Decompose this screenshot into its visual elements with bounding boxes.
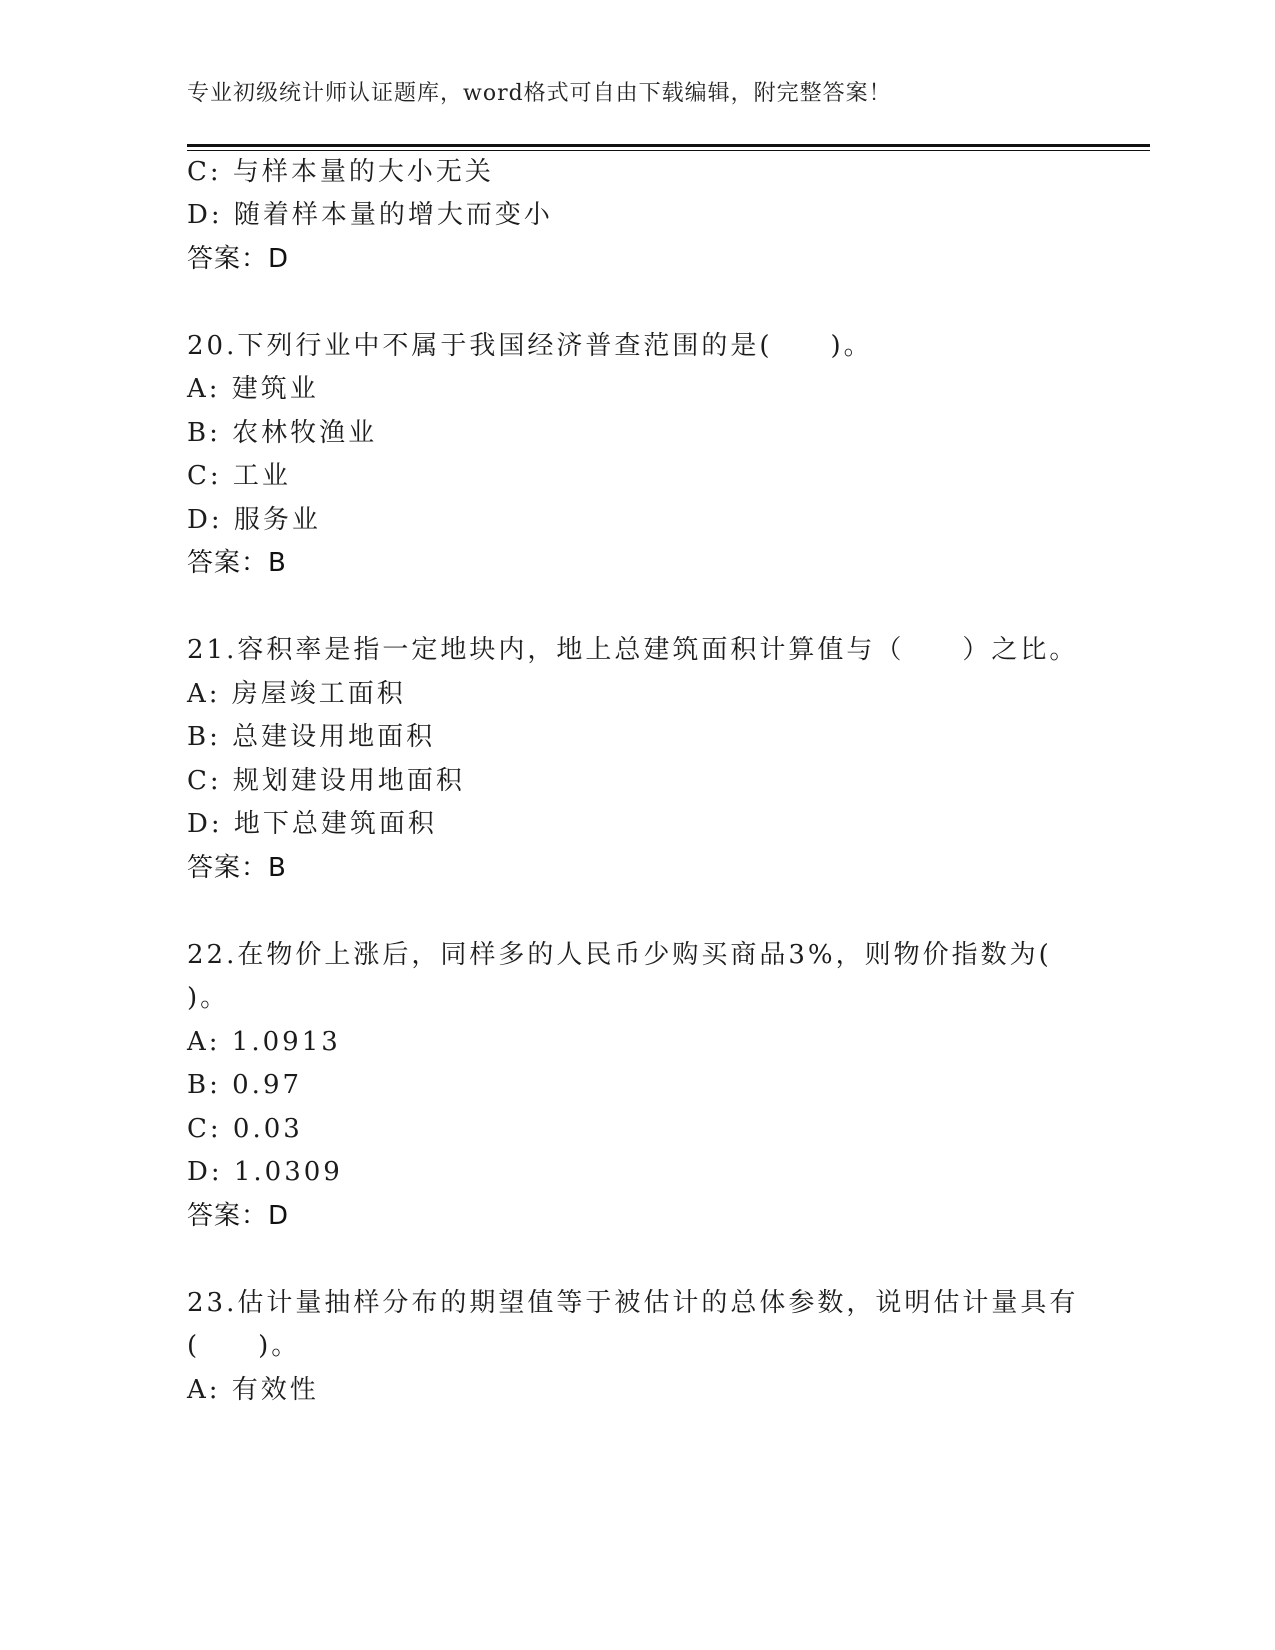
question-21-answer: 答案：B (187, 853, 287, 883)
question-20-answer: 答案：B (187, 548, 287, 578)
question-23-stem-line2: ( )。 (187, 1331, 301, 1361)
page-header: 专业初级统计师认证题库，word格式可自由下载编辑，附完整答案！ (187, 81, 892, 106)
answer-prev: 答案：D (187, 244, 290, 274)
question-22-option-b: B: 0.97 (187, 1070, 303, 1100)
question-23-stem-line1: 23.估计量抽样分布的期望值等于被估计的总体参数，说明估计量具有 (187, 1288, 1079, 1318)
question-20-stem: 20.下列行业中不属于我国经济普查范围的是( )。 (187, 331, 873, 361)
question-20-option-d: D: 服务业 (187, 505, 321, 535)
question-22-answer: 答案：D (187, 1201, 290, 1231)
header-rule-thick (187, 144, 1150, 147)
question-21-option-a: A: 房屋竣工面积 (187, 679, 406, 709)
question-22-stem-line1: 22.在物价上涨后，同样多的人民币少购买商品3%，则物价指数为( (187, 940, 1052, 970)
question-21-stem: 21.容积率是指一定地块内，地上总建筑面积计算值与（ ）之比。 (187, 635, 1079, 665)
question-23-option-a: A: 有效性 (187, 1375, 319, 1405)
question-21-option-b: B: 总建设用地面积 (187, 722, 436, 752)
header-rule-thin (187, 150, 1150, 151)
question-21-option-c: C: 规划建设用地面积 (187, 766, 465, 796)
question-20-option-c: C: 工业 (187, 461, 291, 491)
option-d-prev: D: 随着样本量的增大而变小 (187, 200, 553, 230)
question-22-option-c: C: 0.03 (187, 1114, 303, 1144)
question-20-option-b: B: 农林牧渔业 (187, 418, 378, 448)
question-22-option-a: A: 1.0913 (187, 1027, 341, 1057)
question-22-stem-line2: )。 (187, 983, 230, 1013)
question-21-option-d: D: 地下总建筑面积 (187, 809, 437, 839)
question-22-option-d: D: 1.0309 (187, 1157, 343, 1187)
option-c-prev: C: 与样本量的大小无关 (187, 157, 494, 187)
question-20-option-a: A: 建筑业 (187, 374, 319, 404)
